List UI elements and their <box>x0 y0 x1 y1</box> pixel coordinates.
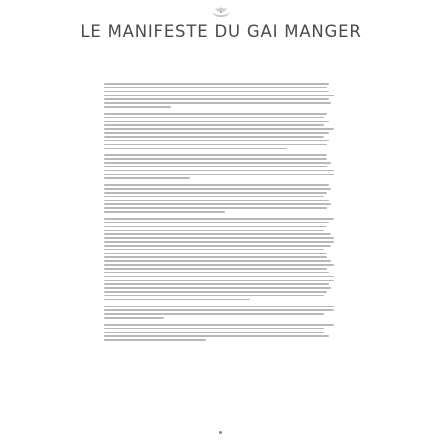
text-line <box>104 184 329 186</box>
text-line <box>104 136 324 138</box>
text-line <box>104 95 334 97</box>
text-line <box>104 188 331 190</box>
text-line <box>104 291 327 293</box>
text-line <box>104 233 331 235</box>
text-line <box>104 222 329 224</box>
text-line <box>104 309 334 311</box>
text-line <box>104 295 324 297</box>
text-line <box>104 200 329 202</box>
text-line <box>104 306 334 308</box>
text-line <box>104 162 331 164</box>
text-line <box>104 203 331 205</box>
text-line <box>104 249 324 251</box>
text-line <box>104 148 287 150</box>
text-line <box>104 192 327 194</box>
text-line <box>104 324 334 326</box>
text-line <box>104 280 334 282</box>
text-line <box>104 241 334 243</box>
text-line <box>104 256 327 258</box>
text-line <box>104 207 327 209</box>
text-line <box>104 196 324 198</box>
text-line <box>104 102 331 104</box>
text-line <box>104 87 327 89</box>
text-line <box>104 154 327 156</box>
text-line <box>104 117 324 119</box>
page-marker <box>219 431 222 434</box>
text-line <box>104 218 334 220</box>
paragraph <box>104 113 336 149</box>
text-line <box>104 98 329 100</box>
text-line <box>104 113 327 115</box>
text-line <box>104 313 324 315</box>
text-line <box>104 106 171 108</box>
text-line <box>104 121 329 123</box>
text-line <box>104 177 190 179</box>
paragraph <box>104 218 336 300</box>
text-line <box>104 264 334 266</box>
text-line <box>104 299 250 301</box>
text-line <box>104 124 324 126</box>
text-line <box>104 91 329 93</box>
text-line <box>104 170 334 172</box>
text-line <box>104 245 331 247</box>
text-line <box>104 128 334 130</box>
paragraph <box>104 184 336 213</box>
text-line <box>104 166 327 168</box>
text-line <box>104 174 334 176</box>
text-line <box>104 339 206 341</box>
text-line <box>104 328 324 330</box>
text-line <box>104 332 324 334</box>
text-line <box>104 140 329 142</box>
text-line <box>104 211 225 213</box>
text-line <box>104 287 331 289</box>
text-line <box>104 226 327 228</box>
text-line <box>104 260 331 262</box>
paragraph <box>104 306 336 319</box>
text-line <box>104 144 327 146</box>
paragraph <box>104 324 336 341</box>
text-line <box>104 268 327 270</box>
text-line <box>104 276 334 278</box>
text-line <box>104 317 164 319</box>
text-line <box>104 283 329 285</box>
text-line <box>104 132 329 134</box>
page-title: LE MANIFESTE DU GAI MANGER <box>80 22 362 41</box>
text-line <box>104 83 329 85</box>
text-line <box>104 335 329 337</box>
text-line <box>104 237 334 239</box>
text-line <box>104 253 327 255</box>
text-line <box>104 158 327 160</box>
manifesto-body-text <box>104 83 336 413</box>
fleuron-icon <box>208 6 234 18</box>
paragraph <box>104 83 336 108</box>
paragraph <box>104 154 336 179</box>
text-line <box>104 272 329 274</box>
text-line <box>104 230 324 232</box>
